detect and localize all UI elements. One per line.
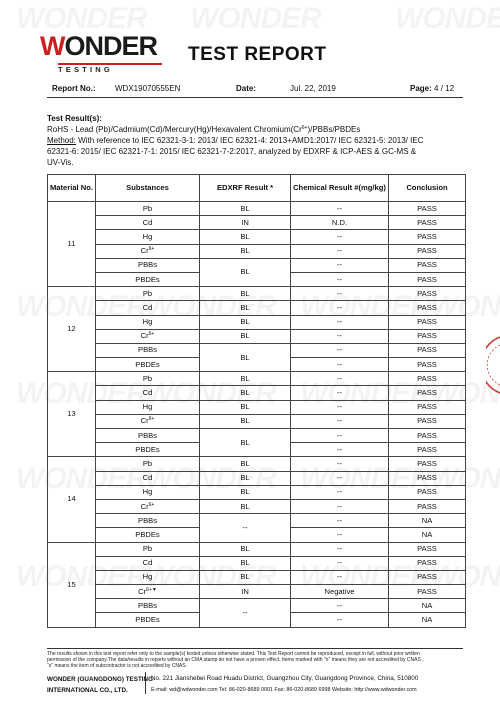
cell-edxrf-result: BL: [200, 570, 291, 584]
cell-substance: Pb: [96, 202, 200, 216]
cell-chemical-result: --: [291, 514, 389, 528]
cell-edxrf-result: BL: [200, 343, 291, 371]
cell-chemical-result: --: [291, 613, 389, 627]
cell-conclusion: PASS: [389, 244, 466, 258]
cell-chemical-result: --: [291, 570, 389, 584]
cell-substance: PBDEs: [96, 613, 200, 627]
table-row: [48, 400, 466, 414]
cell-edxrf-result: BL: [200, 301, 291, 315]
cell-chemical-result: --: [291, 400, 389, 414]
cell-chemical-result: --: [291, 202, 389, 216]
cell-chemical-result: --: [291, 343, 389, 357]
cell-chemical-result: --: [291, 599, 389, 613]
page-title: TEST REPORT: [188, 44, 327, 65]
cell-conclusion: PASS: [389, 443, 466, 457]
cell-material-no: 12: [48, 287, 96, 372]
footer-divider: [47, 648, 463, 649]
cell-chemical-result: --: [291, 542, 389, 556]
cell-conclusion: PASS: [389, 230, 466, 244]
cell-chemical-result: --: [291, 443, 389, 457]
cell-material-no: 15: [48, 542, 96, 627]
header-substances: Substances: [96, 175, 200, 202]
cell-conclusion: NA: [389, 528, 466, 542]
table-row: [48, 485, 466, 499]
cell-substance: $Cr^{6+}$: [96, 244, 200, 258]
cell-conclusion: PASS: [389, 570, 466, 584]
cell-chemical-result: Negative: [291, 585, 389, 599]
cell-edxrf-result: --: [200, 514, 291, 542]
table-row: [48, 585, 466, 599]
cell-conclusion: PASS: [389, 315, 466, 329]
cell-chemical-result: --: [291, 528, 389, 542]
table-row: [48, 457, 466, 471]
header-material-no: Material No.: [48, 175, 96, 202]
cell-edxrf-result: BL: [200, 329, 291, 343]
cell-chemical-result: --: [291, 358, 389, 372]
table-row: [48, 372, 466, 386]
cell-edxrf-result: BL: [200, 202, 291, 216]
cell-chemical-result: --: [291, 485, 389, 499]
cell-conclusion: PASS: [389, 343, 466, 357]
cell-edxrf-result: BL: [200, 372, 291, 386]
cell-material-no: 14: [48, 457, 96, 542]
cell-chemical-result: --: [291, 386, 389, 400]
cell-conclusion: PASS: [389, 301, 466, 315]
logo-subtitle: TESTING: [58, 63, 162, 75]
cell-substance: PBBs: [96, 258, 200, 272]
table-row: [48, 556, 466, 570]
cell-substance: PBBs: [96, 514, 200, 528]
cell-conclusion: PASS: [389, 216, 466, 230]
cell-material-no: 13: [48, 372, 96, 457]
cell-chemical-result: --: [291, 329, 389, 343]
cell-chemical-result: --: [291, 272, 389, 286]
page-indicator: Page: 4 / 12: [410, 84, 455, 93]
table-row: [48, 471, 466, 485]
cell-substance: PBDEs: [96, 528, 200, 542]
cell-chemical-result: --: [291, 499, 389, 513]
table-row: [48, 414, 466, 428]
cell-conclusion: NA: [389, 599, 466, 613]
cell-edxrf-result: BL: [200, 556, 291, 570]
table-row: [48, 429, 466, 443]
cell-conclusion: PASS: [389, 372, 466, 386]
cell-conclusion: PASS: [389, 258, 466, 272]
cell-conclusion: PASS: [389, 556, 466, 570]
cell-substance: PBBs: [96, 599, 200, 613]
cell-chemical-result: --: [291, 301, 389, 315]
cell-edxrf-result: BL: [200, 499, 291, 513]
cell-substance: Hg: [96, 485, 200, 499]
cell-substance: Cd: [96, 471, 200, 485]
cell-substance: Pb: [96, 457, 200, 471]
cell-conclusion: PASS: [389, 542, 466, 556]
cell-chemical-result: --: [291, 315, 389, 329]
table-row: [48, 315, 466, 329]
results-table: [47, 174, 466, 628]
table-row: [48, 570, 466, 584]
table-row: [48, 343, 466, 357]
footer-disclaimer: The results shown in this test report refer only to the sample(s) tested unless otherwise stated. This Test Report cannot be reproduced, except in full, without prior written permission of the company.The data/results in reports without an CMA stamp do not have a proven effect. Items marked with "n" means they are not accredited by CNAS , "s" means the item of subcontractor is not accredited by CNAS.: [47, 651, 424, 669]
table-row: [48, 499, 466, 513]
cell-substance: Hg: [96, 315, 200, 329]
cell-conclusion: PASS: [389, 386, 466, 400]
cell-edxrf-result: BL: [200, 429, 291, 457]
cell-substance: Cd: [96, 556, 200, 570]
cell-substance: PBDEs: [96, 358, 200, 372]
company-logo: [40, 32, 162, 72]
cell-edxrf-result: IN: [200, 585, 291, 599]
method-line-1: Method: With reference to IEC 62321-3-1: 2013/ IEC 62321-4: 2013+AMD1:2017/ IEC 62321-5: 2013/ IEC: [47, 136, 424, 145]
table-row: [48, 216, 466, 230]
cell-chemical-result: --: [291, 429, 389, 443]
table-row: [48, 386, 466, 400]
report-no-value: WDX19070555EN: [115, 84, 181, 93]
cell-chemical-result: --: [291, 457, 389, 471]
cell-edxrf-result: BL: [200, 230, 291, 244]
cell-edxrf-result: BL: [200, 258, 291, 286]
method-line-2: 62321-6: 2015/ IEC 62321-7-1: 2015/ IEC 62321-7-2:2017, analyzed by EDXRF & ICP-AES & GC-MS &: [47, 147, 417, 156]
table-row: [48, 329, 466, 343]
cell-substance: $Cr^{6+}$: [96, 499, 200, 513]
table-row: [48, 244, 466, 258]
method-line-3: UV-Vis.: [47, 158, 74, 167]
cell-conclusion: PASS: [389, 457, 466, 471]
cell-conclusion: PASS: [389, 414, 466, 428]
date-label: Date:: [236, 84, 257, 93]
cell-edxrf-result: BL: [200, 485, 291, 499]
cell-edxrf-result: BL: [200, 244, 291, 258]
cell-conclusion: PASS: [389, 329, 466, 343]
test-results-label: Test Result(s):: [47, 114, 102, 123]
cell-substance: Hg: [96, 400, 200, 414]
watermark-logo: [190, 2, 321, 36]
cell-edxrf-result: BL: [200, 315, 291, 329]
header-chemical: Chemical Result #(mg/kg): [291, 175, 389, 202]
cell-edxrf-result: BL: [200, 542, 291, 556]
cell-edxrf-result: IN: [200, 216, 291, 230]
cell-substance: PBBs: [96, 429, 200, 443]
date-value: Jul. 22, 2019: [290, 84, 336, 93]
cell-conclusion: PASS: [389, 585, 466, 599]
cell-chemical-result: --: [291, 471, 389, 485]
table-header-row: [48, 175, 466, 202]
cell-substance: PBDEs: [96, 272, 200, 286]
cell-substance: Hg: [96, 570, 200, 584]
table-row: [48, 514, 466, 528]
cell-edxrf-result: BL: [200, 386, 291, 400]
cell-substance: Hg: [96, 230, 200, 244]
cell-conclusion: NA: [389, 613, 466, 627]
table-row: [48, 230, 466, 244]
cell-chemical-result: --: [291, 414, 389, 428]
header-divider: [47, 97, 463, 98]
footer-company-name: WONDER (GUANGDONG) TESTING INTERNATIONAL CO., LTD.: [47, 676, 153, 694]
cell-chemical-result: --: [291, 258, 389, 272]
cell-substance: $Cr^{6+}$: [96, 329, 200, 343]
watermark-logo: [395, 2, 500, 36]
cell-edxrf-result: BL: [200, 471, 291, 485]
cell-edxrf-result: BL: [200, 287, 291, 301]
table-row: [48, 599, 466, 613]
cell-conclusion: PASS: [389, 287, 466, 301]
cell-conclusion: PASS: [389, 400, 466, 414]
cell-substance: PBDEs: [96, 443, 200, 457]
cell-material-no: 11: [48, 202, 96, 287]
cell-chemical-result: --: [291, 230, 389, 244]
header-edxrf: EDXRF Result *: [200, 175, 291, 202]
cell-conclusion: PASS: [389, 429, 466, 443]
cell-edxrf-result: --: [200, 599, 291, 627]
cell-chemical-result: --: [291, 556, 389, 570]
header-conclusion: Conclusion: [389, 175, 466, 202]
cell-substance: Pb: [96, 372, 200, 386]
logo-wordmark: WONDER: [40, 31, 157, 61]
table-row: [48, 301, 466, 315]
cell-edxrf-result: BL: [200, 400, 291, 414]
seal-stamp-fragment: [486, 335, 500, 395]
cell-chemical-result: --: [291, 372, 389, 386]
cell-chemical-result: --: [291, 244, 389, 258]
cell-conclusion: PASS: [389, 499, 466, 513]
cell-conclusion: NA: [389, 514, 466, 528]
footer-contact: E-mail: wd@wdwonder.com Tel: 86-020-8689 0001 Fax: 86-020-8689 6998 Website: http://www.wdwonder.com: [151, 687, 417, 693]
cell-conclusion: PASS: [389, 202, 466, 216]
cell-conclusion: PASS: [389, 358, 466, 372]
cell-substance: Cd: [96, 301, 200, 315]
report-no-label: Report No.:: [52, 84, 96, 93]
table-row: [48, 258, 466, 272]
cell-substance: Cd: [96, 216, 200, 230]
test-scope: RoHS - Lead (Pb)/Cadmium(Cd)/Mercury(Hg)/Hexavalent $Chromium(Cr^{6+})/PBBs$/PBDEs: [47, 125, 361, 134]
cell-conclusion: PASS: [389, 485, 466, 499]
cell-chemical-result: N.D.: [291, 216, 389, 230]
cell-conclusion: PASS: [389, 471, 466, 485]
footer-address: No. 221 Jianshebei Road Huadu District, Guangzhou City, Guangdong Province, China, 510800: [151, 675, 419, 682]
table-row: [48, 287, 466, 301]
cell-substance: PBBs: [96, 343, 200, 357]
cell-conclusion: PASS: [389, 272, 466, 286]
cell-substance: $Cr^{6+}$: [96, 414, 200, 428]
cell-chemical-result: --: [291, 287, 389, 301]
cell-substance: $Cr^{6+▼}$: [96, 585, 200, 599]
cell-edxrf-result: BL: [200, 414, 291, 428]
cell-substance: Pb: [96, 542, 200, 556]
table-row: [48, 202, 466, 216]
table-row: [48, 542, 466, 556]
cell-edxrf-result: BL: [200, 457, 291, 471]
cell-substance: Cd: [96, 386, 200, 400]
cell-substance: Pb: [96, 287, 200, 301]
